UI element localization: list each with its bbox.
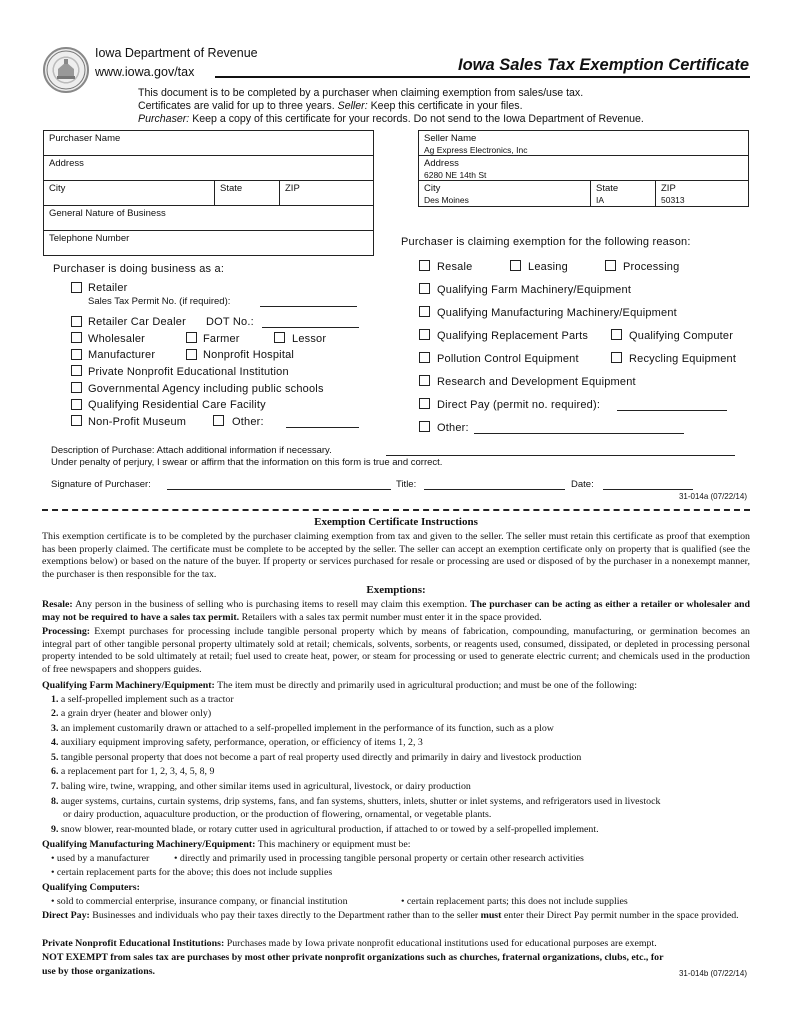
retailer-label: Retailer [88, 282, 128, 294]
car-dealer-label: Retailer Car Dealer [88, 316, 186, 328]
date-line[interactable] [603, 489, 693, 490]
department-name: Iowa Department of Revenue [95, 46, 258, 60]
not-exempt-line-2: use by those organizations. [42, 966, 156, 977]
dot-number-line[interactable] [262, 327, 359, 328]
lessor-checkbox[interactable] [274, 332, 285, 343]
signature-label: Signature of Purchaser: [51, 479, 151, 490]
seller-state-field[interactable]: State IA [590, 180, 656, 207]
reason-heading: Purchaser is claiming exemption for the following reason: [401, 236, 691, 248]
computers-heading: Qualifying Computers: [42, 882, 140, 893]
other-business-label: Other: [232, 416, 264, 428]
header-rule [215, 76, 750, 78]
governmental-label: Governmental Agency including public schools [88, 383, 324, 395]
title-line[interactable] [424, 489, 565, 490]
purchaser-name-field[interactable]: Purchaser Name [43, 130, 374, 156]
car-dealer-checkbox[interactable] [71, 316, 82, 327]
seller-address-value: 6280 NE 14th St [424, 170, 487, 180]
farm-item: 3. an implement customarily drawn or attached to a self-propelled implement in the performance of its function, such as a plow [51, 723, 554, 734]
farmer-checkbox[interactable] [186, 332, 197, 343]
form-id-a: 31-014a (07/22/14) [678, 492, 747, 501]
retailer-checkbox[interactable] [71, 282, 82, 293]
intro-line-2: Certificates are valid for up to three years. Seller: Keep this certificate in your files. [138, 100, 523, 112]
lessor-label: Lessor [292, 333, 327, 345]
recycling-equipment-label: Recycling Equipment [629, 353, 737, 365]
other-business-checkbox[interactable] [213, 415, 224, 426]
manufacturing-machinery-label: Qualifying Manufacturing Machinery/Equipment [437, 307, 677, 319]
cut-line [42, 509, 750, 511]
replacement-parts-checkbox[interactable] [419, 329, 430, 340]
manufacturing-bullet: • used by a manufacturer [51, 853, 150, 864]
purchaser-address-field[interactable]: Address [43, 155, 374, 181]
leasing-checkbox[interactable] [510, 260, 521, 271]
residential-care-checkbox[interactable] [71, 399, 82, 410]
farm-item-continued: or dairy production, aquaculture production, or the production of flowering, ornamental, or vegetable plants. [63, 809, 492, 820]
other-business-line[interactable] [286, 427, 359, 428]
resale-instructions: Resale: Any person in the business of selling who is purchasing items to resell may claim this exemption. The purchaser can be acting as either a retailer or wholesaler and may not be required to have a sales tax permit. Retailers with a sales tax permit number must enter it in the space provided. [42, 599, 751, 623]
farm-item: 2. a grain dryer (heater and blower only) [51, 708, 212, 719]
form-id-b: 31-014b (07/22/14) [678, 969, 747, 978]
intro-line-3: Purchaser: Keep a copy of this certificate for your records. Do not send to the Iowa Department of Revenue. [138, 113, 644, 125]
dot-label: DOT No.: [206, 316, 254, 328]
intro-line-1: This document is to be completed by a purchaser when claiming exemption from sales/use tax. [138, 87, 584, 99]
direct-pay-label: Direct Pay (permit no. required): [437, 399, 601, 411]
other-reason-label: Other: [437, 422, 469, 434]
seller-zip-value: 50313 [661, 195, 685, 205]
governmental-checkbox[interactable] [71, 382, 82, 393]
purchaser-phone-field[interactable]: Telephone Number [43, 230, 374, 256]
leasing-label: Leasing [528, 261, 568, 273]
perjury-statement: Under penalty of perjury, I swear or affirm that the information on this form is true and correct. [51, 457, 443, 468]
other-reason-line[interactable] [474, 433, 684, 434]
form-title: Iowa Sales Tax Exemption Certificate [458, 56, 749, 74]
farm-item: 8. auger systems, curtains, curtain systems, drip systems, fans, and fan systems, shutters, inlets, shutter or inlet systems, and refrigerators used in livestock [51, 796, 661, 807]
direct-pay-permit-line[interactable] [617, 410, 727, 411]
pollution-control-checkbox[interactable] [419, 352, 430, 363]
seller-state-value: IA [596, 195, 605, 205]
private-nonprofit-instructions: Private Nonprofit Educational Institutions: Purchases made by Iowa private nonprofit educational institutions used for educational purposes are exempt. [42, 938, 657, 949]
permit-label: Sales Tax Permit No. (if required): [88, 296, 231, 307]
nonprofit-hospital-checkbox[interactable] [186, 349, 197, 360]
department-url[interactable]: www.iowa.gov/tax [95, 65, 195, 79]
permit-number-line[interactable] [260, 306, 357, 307]
research-development-label: Research and Development Equipment [437, 376, 636, 388]
processing-label: Processing [623, 261, 680, 273]
manufacturer-checkbox[interactable] [71, 349, 82, 360]
seller-city-field[interactable]: City Des Moines [418, 180, 591, 207]
residential-care-label: Qualifying Residential Care Facility [88, 399, 266, 411]
farm-item: 9. snow blower, rear-mounted blade, or rotary cutter used in agricultural production, if attached to or towed by a self-propelled implement. [51, 824, 599, 835]
farm-item: 5. tangible personal property that does not become a part of real property used directly and primarily in dairy and livestock production [51, 752, 582, 763]
signature-line[interactable] [167, 489, 391, 490]
processing-instructions: Processing: Exempt purchases for processing include tangible personal property which by means of fabrication, compounding, manufacturing, or germination becomes an integral part of other tangible personal property ultimately sold at retail; chemicals, solvents, sorbents, or reagents used, consumed, dissipated, or depleted in processing personal property intended to be sold ultimately at retail; fuel used to create heat, power, or steam for processing or used to generate electric current; and chemicals used in the production of free newspapers and shoppers guides. [42, 626, 750, 676]
private-nonprofit-checkbox[interactable] [71, 365, 82, 376]
farm-item: 1. a self-propelled implement such as a tractor [51, 694, 234, 705]
instructions-intro: This exemption certificate is to be completed by the purchaser claiming exemption from tax and given to the seller. The seller must retain this certificate as proof that exemption has been properly claimed. The certificate must be complete to be accepted by the seller. The seller can accept an exemption certificate only on property that is qualified (see the exemptions below) or based on the nature of the buyer. If property or services purchased for resale or processing are used or disposed of by the purchaser in a nonexempt manner, the purchaser is then responsible for the tax. [42, 531, 750, 581]
purchaser-business-field[interactable]: General Nature of Business [43, 205, 374, 231]
purchaser-zip-field[interactable]: ZIP [279, 180, 374, 206]
purchaser-city-field[interactable]: City [43, 180, 215, 206]
manufacturer-label: Manufacturer [88, 349, 156, 361]
direct-pay-checkbox[interactable] [419, 398, 430, 409]
seller-name-value: Ag Express Electronics, Inc [424, 145, 528, 155]
seller-name-field[interactable]: Seller Name Ag Express Electronics, Inc [418, 130, 749, 156]
resale-label: Resale [437, 261, 473, 273]
private-nonprofit-label: Private Nonprofit Educational Institution [88, 366, 289, 378]
computers-bullet: • certain replacement parts; this does not include supplies [401, 896, 628, 907]
title-label: Title: [396, 479, 417, 490]
wholesaler-label: Wholesaler [88, 333, 146, 345]
farm-instructions: Qualifying Farm Machinery/Equipment: The item must be directly and primarily used in agricultural production; and must be one of the following: [42, 680, 637, 691]
direct-pay-instructions: Direct Pay: Businesses and individuals who pay their taxes directly to the Department rather than to the seller must enter their Direct Pay permit number in the space provided. [42, 910, 739, 921]
resale-checkbox[interactable] [419, 260, 430, 271]
processing-checkbox[interactable] [605, 260, 616, 271]
farm-item: 6. a replacement part for 1, 2, 3, 4, 5, 8, 9 [51, 766, 215, 777]
description-label: Description of Purchase: Attach additional information if necessary. [51, 445, 332, 456]
qualifying-computer-label: Qualifying Computer [629, 330, 734, 342]
research-development-checkbox[interactable] [419, 375, 430, 386]
other-reason-checkbox[interactable] [419, 421, 430, 432]
manufacturing-machinery-checkbox[interactable] [419, 306, 430, 317]
business-as-heading: Purchaser is doing business as a: [53, 263, 225, 275]
purchaser-state-field[interactable]: State [214, 180, 280, 206]
nonprofit-hospital-label: Nonprofit Hospital [203, 349, 295, 361]
qualifying-computer-checkbox[interactable] [611, 329, 622, 340]
not-exempt-line-1: NOT EXEMPT from sales tax are purchases by most other private nonprofit organizations such as churches, fraternal organizations, clubs, etc., for [42, 952, 664, 963]
exemptions-heading: Exemptions: [366, 584, 426, 596]
instructions-heading: Exemption Certificate Instructions [314, 516, 478, 528]
seller-address-field[interactable]: Address 6280 NE 14th St [418, 155, 749, 181]
description-line[interactable] [386, 455, 735, 456]
museum-label: Non-Profit Museum [88, 416, 187, 428]
recycling-equipment-checkbox[interactable] [611, 352, 622, 363]
farm-machinery-label: Qualifying Farm Machinery/Equipment [437, 284, 632, 296]
manufacturing-instructions: Qualifying Manufacturing Machinery/Equipment: This machinery or equipment must be: [42, 839, 411, 850]
farm-item: 4. auxiliary equipment improving safety, performance, operation, or efficiency of items 1, 2, 3 [51, 737, 423, 748]
manufacturing-bullet: • directly and primarily used in processing tangible personal property or certain other research activities [174, 853, 584, 864]
manufacturing-bullet: • certain replacement parts for the above; this does not include supplies [51, 867, 333, 878]
seller-zip-field[interactable]: ZIP 50313 [655, 180, 749, 207]
wholesaler-checkbox[interactable] [71, 332, 82, 343]
computers-bullet: • sold to commercial enterprise, insurance company, or financial institution [51, 896, 348, 907]
museum-checkbox[interactable] [71, 415, 82, 426]
replacement-parts-label: Qualifying Replacement Parts [437, 330, 589, 342]
farmer-label: Farmer [203, 333, 240, 345]
pollution-control-label: Pollution Control Equipment [437, 353, 579, 365]
farm-item: 7. baling wire, twine, wrapping, and other similar items used in agricultural, livestock, or dairy production [51, 781, 471, 792]
seller-city-value: Des Moines [424, 195, 469, 205]
farm-machinery-checkbox[interactable] [419, 283, 430, 294]
iowa-department-seal-icon [43, 47, 89, 93]
date-label: Date: [571, 479, 594, 490]
